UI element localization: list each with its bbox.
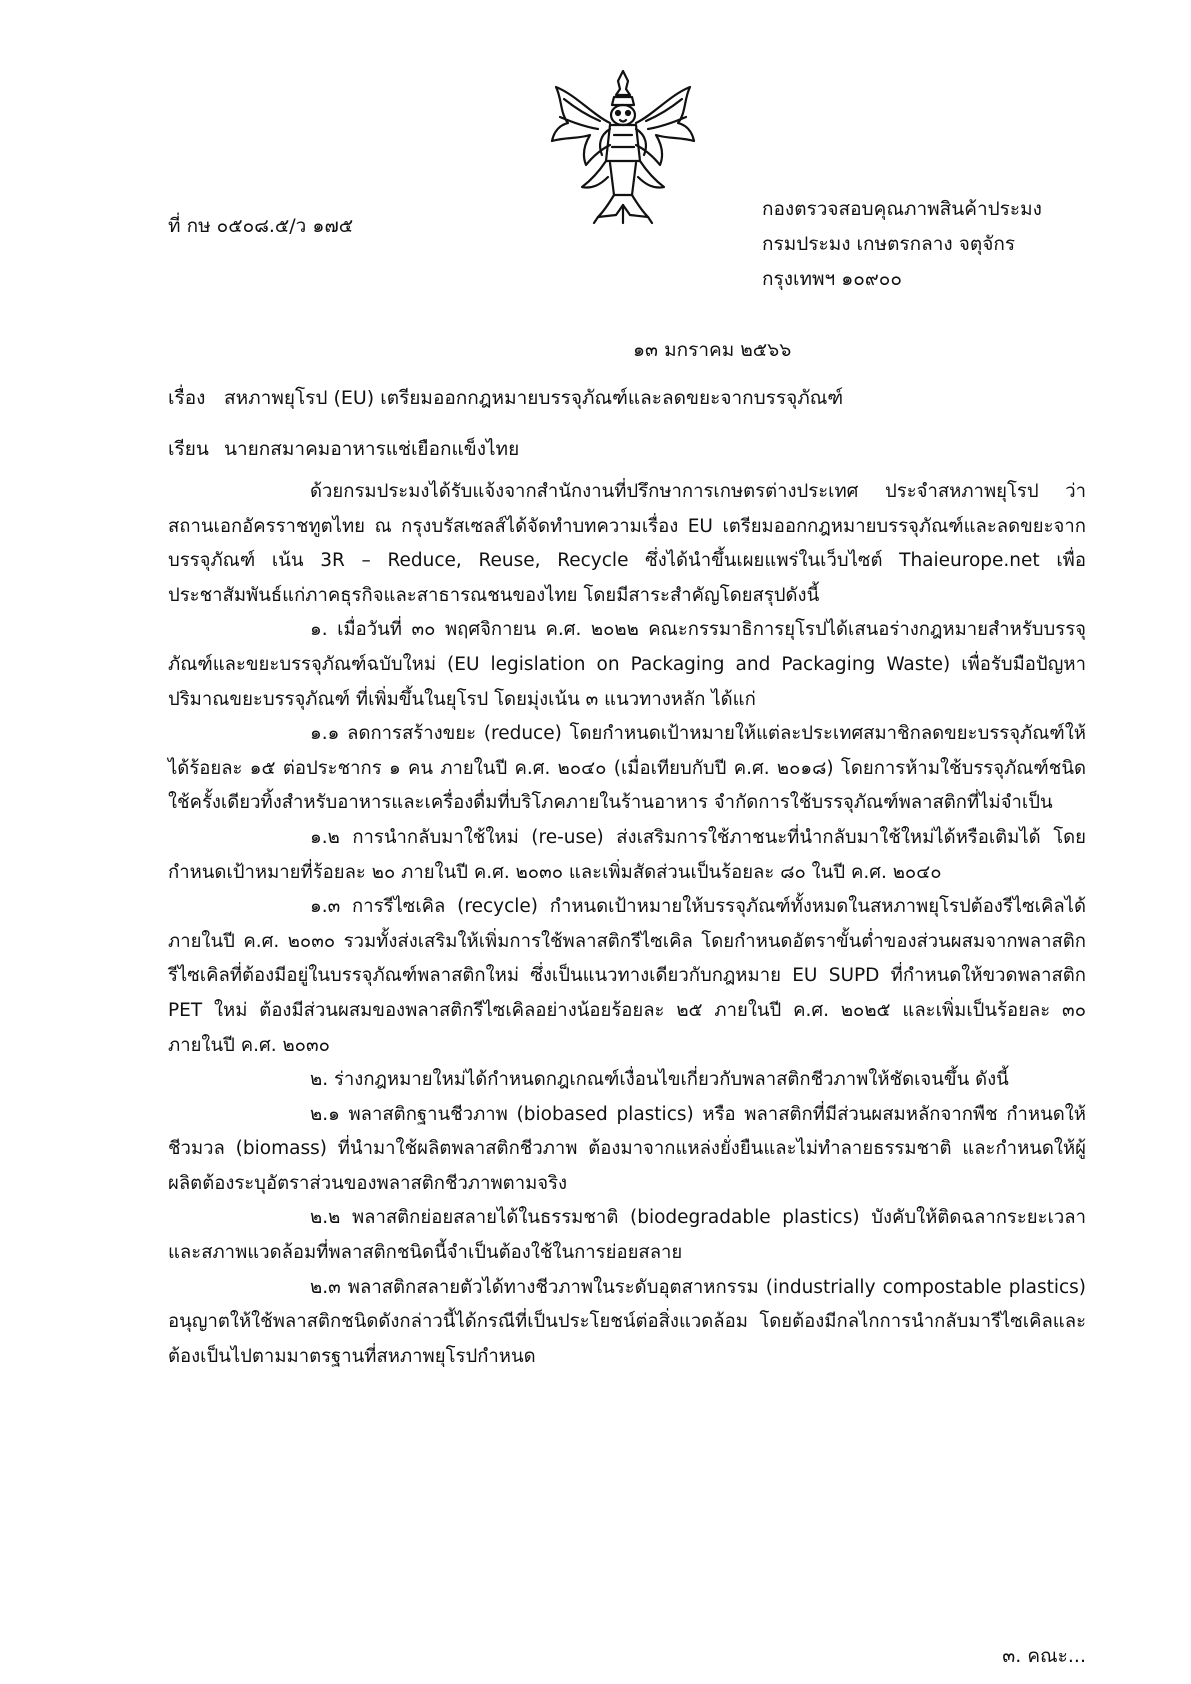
body-paragraph: ๒. ร่างกฎหมายใหม่ได้กำหนดกฎเกณฑ์เงื่อนไขเกี่ยวกับพลาสติกชีวภาพให้ชัดเจนขึ้น ดังนี้ [310,1069,1009,1091]
body-paragraph: ๒.๑ พลาสติกฐานชีวภาพ (biobased plastics) หรือ พลาสติกที่มีส่วนผสมหลักจากพืช กำหนดให้ชีวมวล (biomass) ที่นำมาใช้ผลิตพลาสติกชีวภาพ ต้องมาจากแหล่งยั่งยืนและไม่ทำลายธรรมชาติ และกำหนดให้ผู้ผลิตต้องระบุอัตราส่วนของพลาสติกชีวภาพตามจริง [168,1103,1086,1194]
body-paragraph: ๑. เมื่อวันที่ ๓๐ พฤศจิกายน ค.ศ. ๒๐๒๒ คณะกรรมาธิการยุโรปได้เสนอร่างกฎหมายสำหรับบรรจุภัณฑ์และขยะบรรจุภัณฑ์ฉบับใหม่ (EU legislation on Packaging and Packaging Waste) เพื่อรับมือปัญหาปริมาณขยะบรรจุภัณฑ์ ที่เพิ่มขึ้นในยุโรป โดยมุ่งเน้น ๓ แนวทางหลัก ได้แก่ [168,619,1086,710]
body-paragraph: ๑.๑ ลดการสร้างขยะ (reduce) โดยกำหนดเป้าหมายให้แต่ละประเทศสมาชิกลดขยะบรรจุภัณฑ์ให้ได้ร้อยละ ๑๕ ต่อประชากร ๑ คน ภายในปี ค.ศ. ๒๐๔๐ (เมื่อเทียบกับปี ค.ศ. ๒๐๑๘) โดยการห้ามใช้บรรจุภัณฑ์ชนิดใช้ครั้งเดียวทิ้งสำหรับอาหารและเครื่องดื่มที่บริโภคภายในร้านอาหาร จำกัดการใช้บรรจุภัณฑ์พลาสติกที่ไม่จำเป็น [168,723,1086,814]
body-paragraph: ๒.๓ พลาสติกสลายตัวได้ทางชีวภาพในระดับอุตสาหกรรม (industrially compostable plastics) อนุญาตให้ใช้พลาสติกชนิดดังกล่าวนี้ได้กรณีที่เป็นประโยชน์ต่อสิ่งแวดล้อม โดยต้องมีกลไกการนำกลับมารีไซเคิลและต้องเป็นไปตามมาตรฐานที่สหภาพยุโรปกำหนด [168,1276,1086,1367]
body-paragraph: ๒.๒ พลาสติกย่อยสลายได้ในธรรมชาติ (biodegradable plastics) บังคับให้ติดฉลากระยะเวลาและสภาพแวดล้อมที่พลาสติกชนิดนี้จำเป็นต้องใช้ในการย่อยสลาย [168,1207,1086,1264]
body-paragraph: ๑.๓ การรีไซเคิล (recycle) กำหนดเป้าหมายให้บรรจุภัณฑ์ทั้งหมดในสหภาพยุโรปต้องรีไซเคิลได้ภายในปี ค.ศ. ๒๐๓๐ รวมทั้งส่งเสริมให้เพิ่มการใช้พลาสติกรีไซเคิล โดยกำหนดอัตราขั้นต่ำของส่วนผสมจากพลาสติกรีไซเคิลที่ต้องมีอยู่ในบรรจุภัณฑ์พลาสติกใหม่ ซึ่งเป็นแนวทางเดียวกับกฎหมาย EU SUPD ที่กำหนดให้ขวดพลาสติก PET ใหม่ ต้องมีส่วนผสมของพลาสติกรีไซเคิลอย่างน้อยร้อยละ ๒๕ ภายในปี ค.ศ. ๒๐๒๕ และเพิ่มเป็นร้อยละ ๓๐ ภายในปี ค.ศ. ๒๐๓๐ [168,896,1086,1056]
salutation-text: นายกสมาคมอาหารแช่เยือกแข็งไทย [224,438,520,460]
sender-office-line-2: กรมประมง เกษตรกลาง จตุจักร [762,233,1016,255]
page-continuation-marker: ๓. คณะ... [1002,1645,1086,1667]
body-paragraph: ด้วยกรมประมงได้รับแจ้งจากสำนักงานที่ปรึกษาการเกษตรต่างประเทศ ประจำสหภาพยุโรป ว่า สถานเอกอัครราชทูตไทย ณ กรุงบรัสเซลส์ได้จัดทำบทความเรื่อง EU เตรียมออกกฎหมายบรรจุภัณฑ์และลดขยะจากบรรจุภัณฑ์ เน้น 3R – Reduce, Reuse, Recycle ซึ่งได้นำขึ้นเผยแพร่ในเว็บไซต์ Thaieurope.net เพื่อประชาสัมพันธ์แก่ภาคธุรกิจและสาธารณชนของไทย โดยมีสาระสำคัญโดยสรุปดังนี้ [168,481,1086,606]
salutation-line [168,436,519,462]
letter-body [168,475,1086,1374]
salutation-label: เรียน [168,438,209,460]
sender-office-line-3: กรุงเทพฯ ๑๐๙๐๐ [762,268,903,290]
subject-text: สหภาพยุโรป (EU) เตรียมออกกฎหมายบรรจุภัณฑ์และลดขยะจากบรรจุภัณฑ์ [224,387,844,409]
subject-label: เรื่อง [168,387,206,409]
document-date: ๑๓ มกราคม ๒๕๖๖ [633,339,792,361]
subject-line [168,385,843,411]
body-paragraph: ๑.๒ การนำกลับมาใช้ใหม่ (re-use) ส่งเสริมการใช้ภาชนะที่นำกลับมาใช้ใหม่ได้หรือเติมได้ โดยกำหนดเป้าหมายที่ร้อยละ ๒๐ ภายในปี ค.ศ. ๒๐๓๐ และเพิ่มสัดส่วนเป็นร้อยละ ๘๐ ในปี ค.ศ. ๒๐๔๐ [168,826,1086,883]
garuda-emblem-icon [538,65,708,225]
document-reference-number: ที่ กษ ๐๕๐๘.๕/ว ๑๗๕ [168,215,354,237]
sender-office-line-1: กองตรวจสอบคุณภาพสินค้าประมง [762,198,1042,220]
